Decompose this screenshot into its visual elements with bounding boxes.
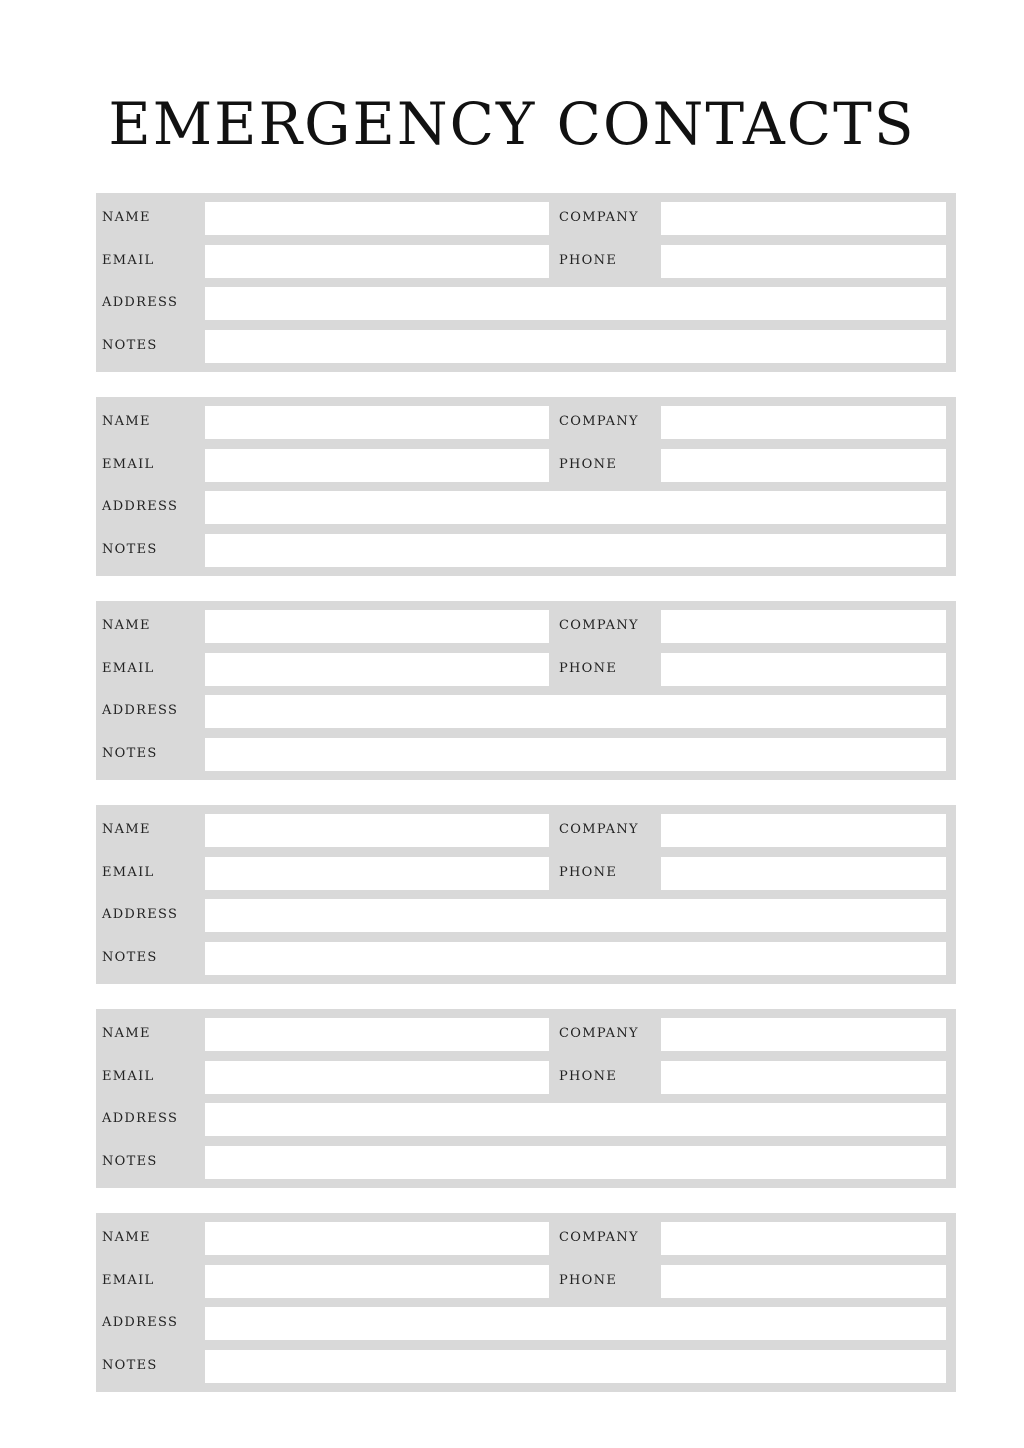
address-label: ADDRESS xyxy=(102,907,179,922)
email-field[interactable] xyxy=(205,1265,549,1298)
contact-card xyxy=(96,601,956,780)
address-field[interactable] xyxy=(205,287,946,320)
notes-field[interactable] xyxy=(205,1146,946,1179)
contact-cards-list xyxy=(96,193,956,1417)
email-label: EMAIL xyxy=(102,457,155,472)
email-field[interactable] xyxy=(205,1061,549,1094)
name-label: NAME xyxy=(102,210,151,225)
notes-label: NOTES xyxy=(102,746,158,761)
phone-label: PHONE xyxy=(559,457,618,472)
address-label: ADDRESS xyxy=(102,499,179,514)
phone-field[interactable] xyxy=(661,1265,946,1298)
name-field[interactable] xyxy=(205,202,549,235)
contact-card xyxy=(96,1009,956,1188)
address-label: ADDRESS xyxy=(102,1315,179,1330)
page-title: EMERGENCY CONTACTS xyxy=(108,90,916,158)
notes-label: NOTES xyxy=(102,1358,158,1373)
email-field[interactable] xyxy=(205,653,549,686)
name-field[interactable] xyxy=(205,814,549,847)
address-field[interactable] xyxy=(205,1307,946,1340)
contact-card xyxy=(96,193,956,372)
notes-field[interactable] xyxy=(205,330,946,363)
company-field[interactable] xyxy=(661,1222,946,1255)
notes-field[interactable] xyxy=(205,738,946,771)
address-label: ADDRESS xyxy=(102,1111,179,1126)
phone-field[interactable] xyxy=(661,245,946,278)
name-field[interactable] xyxy=(205,610,549,643)
contact-card xyxy=(96,1213,956,1392)
company-label: COMPANY xyxy=(559,618,639,633)
company-label: COMPANY xyxy=(559,822,639,837)
company-label: COMPANY xyxy=(559,1026,639,1041)
name-label: NAME xyxy=(102,414,151,429)
address-field[interactable] xyxy=(205,899,946,932)
phone-field[interactable] xyxy=(661,1061,946,1094)
address-label: ADDRESS xyxy=(102,703,179,718)
name-label: NAME xyxy=(102,822,151,837)
notes-label: NOTES xyxy=(102,542,158,557)
email-field[interactable] xyxy=(205,245,549,278)
address-field[interactable] xyxy=(205,1103,946,1136)
contact-card xyxy=(96,805,956,984)
phone-label: PHONE xyxy=(559,1273,618,1288)
notes-label: NOTES xyxy=(102,1154,158,1169)
name-field[interactable] xyxy=(205,1222,549,1255)
phone-field[interactable] xyxy=(661,857,946,890)
name-label: NAME xyxy=(102,618,151,633)
address-field[interactable] xyxy=(205,491,946,524)
phone-field[interactable] xyxy=(661,449,946,482)
address-label: ADDRESS xyxy=(102,295,179,310)
notes-field[interactable] xyxy=(205,942,946,975)
company-label: COMPANY xyxy=(559,210,639,225)
phone-field[interactable] xyxy=(661,653,946,686)
phone-label: PHONE xyxy=(559,253,618,268)
notes-label: NOTES xyxy=(102,950,158,965)
email-label: EMAIL xyxy=(102,1069,155,1084)
notes-field[interactable] xyxy=(205,534,946,567)
company-field[interactable] xyxy=(661,610,946,643)
name-field[interactable] xyxy=(205,1018,549,1051)
address-field[interactable] xyxy=(205,695,946,728)
company-field[interactable] xyxy=(661,814,946,847)
company-field[interactable] xyxy=(661,406,946,439)
email-label: EMAIL xyxy=(102,1273,155,1288)
phone-label: PHONE xyxy=(559,865,618,880)
contact-card xyxy=(96,397,956,576)
email-label: EMAIL xyxy=(102,661,155,676)
email-field[interactable] xyxy=(205,857,549,890)
name-label: NAME xyxy=(102,1230,151,1245)
phone-label: PHONE xyxy=(559,661,618,676)
notes-label: NOTES xyxy=(102,338,158,353)
phone-label: PHONE xyxy=(559,1069,618,1084)
company-label: COMPANY xyxy=(559,1230,639,1245)
email-label: EMAIL xyxy=(102,865,155,880)
name-label: NAME xyxy=(102,1026,151,1041)
company-field[interactable] xyxy=(661,202,946,235)
company-label: COMPANY xyxy=(559,414,639,429)
name-field[interactable] xyxy=(205,406,549,439)
email-field[interactable] xyxy=(205,449,549,482)
company-field[interactable] xyxy=(661,1018,946,1051)
notes-field[interactable] xyxy=(205,1350,946,1383)
email-label: EMAIL xyxy=(102,253,155,268)
